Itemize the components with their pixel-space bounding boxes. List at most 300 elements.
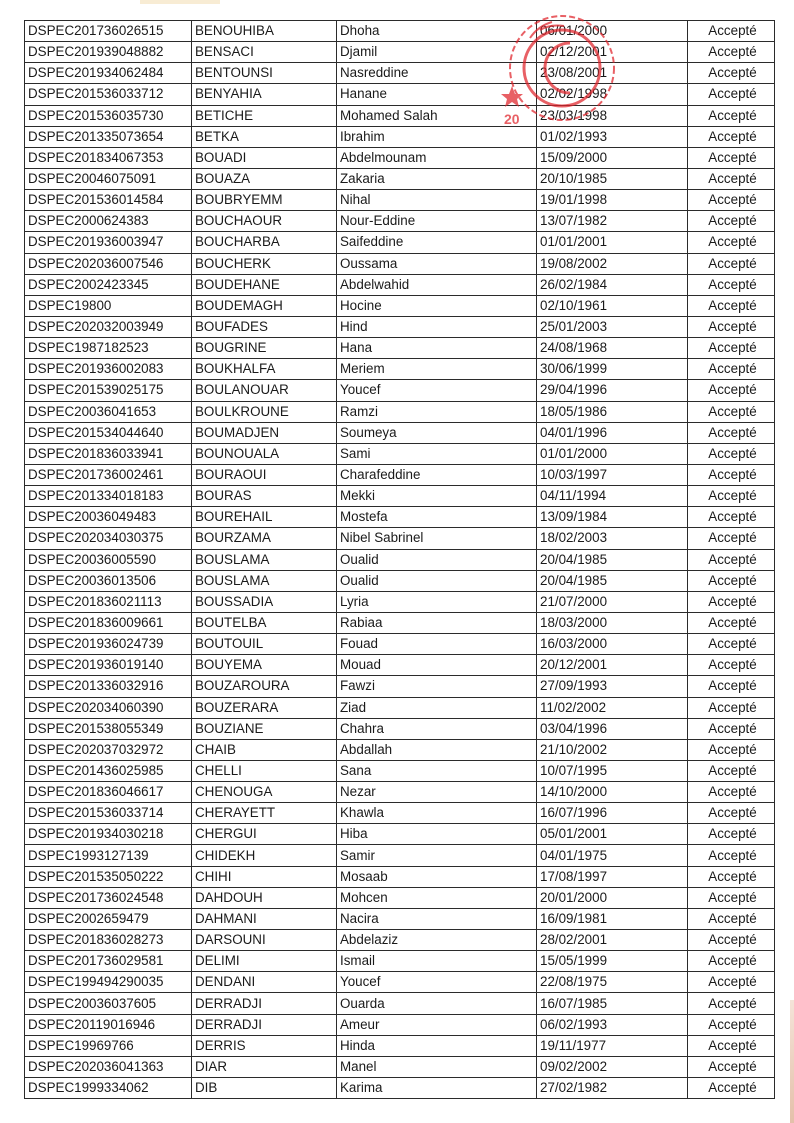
first-name-cell: Lyria [337, 591, 537, 612]
status-cell: Accepté [688, 295, 775, 316]
first-name-cell: Ameur [337, 1014, 537, 1035]
last-name-cell: CHIDEKH [192, 845, 337, 866]
candidate-id-cell: DSPEC20036037605 [25, 993, 192, 1014]
table-row [25, 803, 775, 824]
candidate-id-cell: DSPEC2002659479 [25, 908, 192, 929]
candidate-id-cell: DSPEC201736024548 [25, 887, 192, 908]
candidate-id-cell: DSPEC202037032972 [25, 739, 192, 760]
birth-date-cell: 27/02/1982 [537, 1078, 688, 1099]
status-cell: Accepté [688, 380, 775, 401]
candidate-id-cell: DSPEC201536033714 [25, 803, 192, 824]
status-cell: Accepté [688, 951, 775, 972]
birth-date-cell: 26/02/1984 [537, 274, 688, 295]
status-cell: Accepté [688, 908, 775, 929]
last-name-cell: BOUCHERK [192, 253, 337, 274]
status-cell: Accepté [688, 570, 775, 591]
candidate-id-cell: DSPEC201934030218 [25, 824, 192, 845]
table-row [25, 274, 775, 295]
table-row [25, 168, 775, 189]
last-name-cell: BOUZAROURA [192, 676, 337, 697]
last-name-cell: CHERAYETT [192, 803, 337, 824]
birth-date-cell: 30/06/1999 [537, 359, 688, 380]
first-name-cell: Mekki [337, 486, 537, 507]
birth-date-cell: 19/11/1977 [537, 1035, 688, 1056]
first-name-cell: Oussama [337, 253, 537, 274]
last-name-cell: DERRADJI [192, 993, 337, 1014]
last-name-cell: CHIHI [192, 866, 337, 887]
birth-date-cell: 06/02/1993 [537, 1014, 688, 1035]
candidate-id-cell: DSPEC199494290035 [25, 972, 192, 993]
birth-date-cell: 27/09/1993 [537, 676, 688, 697]
last-name-cell: DIB [192, 1078, 337, 1099]
table-row [25, 866, 775, 887]
status-cell: Accepté [688, 105, 775, 126]
last-name-cell: BOUADI [192, 147, 337, 168]
status-cell: Accepté [688, 486, 775, 507]
status-cell: Accepté [688, 274, 775, 295]
candidate-id-cell: DSPEC201834067353 [25, 147, 192, 168]
first-name-cell: Djamil [337, 42, 537, 63]
table-row [25, 507, 775, 528]
birth-date-cell: 02/10/1961 [537, 295, 688, 316]
first-name-cell: Nezar [337, 782, 537, 803]
first-name-cell: Hanane [337, 84, 537, 105]
first-name-cell: Abdelaziz [337, 930, 537, 951]
candidate-id-cell: DSPEC201535050222 [25, 866, 192, 887]
table-row [25, 612, 775, 633]
candidate-id-cell: DSPEC201936019140 [25, 655, 192, 676]
first-name-cell: Khawla [337, 803, 537, 824]
candidate-id-cell: DSPEC202034030375 [25, 528, 192, 549]
birth-date-cell: 20/04/1985 [537, 570, 688, 591]
table-row [25, 570, 775, 591]
status-cell: Accepté [688, 845, 775, 866]
candidate-id-cell: DSPEC20036041653 [25, 401, 192, 422]
last-name-cell: BETKA [192, 126, 337, 147]
birth-date-cell: 16/07/1985 [537, 993, 688, 1014]
status-cell: Accepté [688, 887, 775, 908]
candidate-id-cell: DSPEC201536014584 [25, 190, 192, 211]
status-cell: Accepté [688, 930, 775, 951]
first-name-cell: Hiba [337, 824, 537, 845]
table-row [25, 316, 775, 337]
last-name-cell: CHERGUI [192, 824, 337, 845]
table-row [25, 295, 775, 316]
last-name-cell: BOUNOUALA [192, 443, 337, 464]
last-name-cell: BOUDEHANE [192, 274, 337, 295]
first-name-cell: Ramzi [337, 401, 537, 422]
last-name-cell: BOUZIANE [192, 718, 337, 739]
status-cell: Accepté [688, 168, 775, 189]
status-cell: Accepté [688, 211, 775, 232]
birth-date-cell: 14/10/2000 [537, 782, 688, 803]
status-cell: Accepté [688, 528, 775, 549]
status-cell: Accepté [688, 338, 775, 359]
birth-date-cell: 02/12/2001 [537, 42, 688, 63]
birth-date-cell: 16/03/2000 [537, 634, 688, 655]
candidate-id-cell: DSPEC201736002461 [25, 464, 192, 485]
first-name-cell: Charafeddine [337, 464, 537, 485]
table-row [25, 528, 775, 549]
table-row [25, 84, 775, 105]
first-name-cell: Nihal [337, 190, 537, 211]
status-cell: Accepté [688, 591, 775, 612]
status-cell: Accepté [688, 464, 775, 485]
birth-date-cell: 16/07/1996 [537, 803, 688, 824]
candidate-id-cell: DSPEC201936003947 [25, 232, 192, 253]
first-name-cell: Zakaria [337, 168, 537, 189]
status-cell: Accepté [688, 253, 775, 274]
first-name-cell: Youcef [337, 972, 537, 993]
candidate-id-cell: DSPEC20036005590 [25, 549, 192, 570]
status-cell: Accepté [688, 1014, 775, 1035]
birth-date-cell: 28/02/2001 [537, 930, 688, 951]
last-name-cell: BOUKHALFA [192, 359, 337, 380]
birth-date-cell: 19/01/1998 [537, 190, 688, 211]
last-name-cell: BOULKROUNE [192, 401, 337, 422]
last-name-cell: DAHMANI [192, 908, 337, 929]
table-row [25, 42, 775, 63]
candidate-id-cell: DSPEC19969766 [25, 1035, 192, 1056]
table-row [25, 908, 775, 929]
status-cell: Accepté [688, 1056, 775, 1077]
last-name-cell: BOUTELBA [192, 612, 337, 633]
candidate-id-cell: DSPEC202036041363 [25, 1056, 192, 1077]
candidate-id-cell: DSPEC201536033712 [25, 84, 192, 105]
birth-date-cell: 02/02/1998 [537, 84, 688, 105]
last-name-cell: BOUTOUIL [192, 634, 337, 655]
candidate-id-cell: DSPEC201538055349 [25, 718, 192, 739]
table-row [25, 951, 775, 972]
candidate-id-cell: DSPEC201536035730 [25, 105, 192, 126]
table-row [25, 359, 775, 380]
birth-date-cell: 20/12/2001 [537, 655, 688, 676]
last-name-cell: BOUZERARA [192, 697, 337, 718]
table-row [25, 655, 775, 676]
table-row [25, 824, 775, 845]
birth-date-cell: 17/08/1997 [537, 866, 688, 887]
status-cell: Accepté [688, 972, 775, 993]
table-row [25, 1014, 775, 1035]
birth-date-cell: 20/10/1985 [537, 168, 688, 189]
last-name-cell: BENSACI [192, 42, 337, 63]
first-name-cell: Dhoha [337, 21, 537, 42]
first-name-cell: Sami [337, 443, 537, 464]
status-cell: Accepté [688, 676, 775, 697]
first-name-cell: Nasreddine [337, 63, 537, 84]
status-cell: Accepté [688, 697, 775, 718]
candidate-id-cell: DSPEC2002423345 [25, 274, 192, 295]
birth-date-cell: 10/03/1997 [537, 464, 688, 485]
candidates-table-body [25, 21, 775, 1099]
birth-date-cell: 16/09/1981 [537, 908, 688, 929]
status-cell: Accepté [688, 1035, 775, 1056]
birth-date-cell: 15/05/1999 [537, 951, 688, 972]
last-name-cell: BOUDEMAGH [192, 295, 337, 316]
birth-date-cell: 01/02/1993 [537, 126, 688, 147]
last-name-cell: BOUFADES [192, 316, 337, 337]
first-name-cell: Manel [337, 1056, 537, 1077]
first-name-cell: Ouarda [337, 993, 537, 1014]
first-name-cell: Mostefa [337, 507, 537, 528]
first-name-cell: Hinda [337, 1035, 537, 1056]
status-cell: Accepté [688, 612, 775, 633]
candidate-id-cell: DSPEC201436025985 [25, 760, 192, 781]
status-cell: Accepté [688, 63, 775, 84]
status-cell: Accepté [688, 782, 775, 803]
first-name-cell: Abdallah [337, 739, 537, 760]
candidate-id-cell: DSPEC201539025175 [25, 380, 192, 401]
birth-date-cell: 23/08/2001 [537, 63, 688, 84]
candidate-id-cell: DSPEC201334018183 [25, 486, 192, 507]
status-cell: Accepté [688, 42, 775, 63]
first-name-cell: Fawzi [337, 676, 537, 697]
last-name-cell: BENYAHIA [192, 84, 337, 105]
last-name-cell: BOUSLAMA [192, 549, 337, 570]
status-cell: Accepté [688, 739, 775, 760]
first-name-cell: Meriem [337, 359, 537, 380]
last-name-cell: BOURAS [192, 486, 337, 507]
table-row [25, 1078, 775, 1099]
status-cell: Accepté [688, 422, 775, 443]
table-row [25, 930, 775, 951]
status-cell: Accepté [688, 316, 775, 337]
birth-date-cell: 25/01/2003 [537, 316, 688, 337]
birth-date-cell: 18/05/1986 [537, 401, 688, 422]
first-name-cell: Oualid [337, 570, 537, 591]
table-row [25, 253, 775, 274]
table-row [25, 147, 775, 168]
candidate-id-cell: DSPEC20119016946 [25, 1014, 192, 1035]
status-cell: Accepté [688, 443, 775, 464]
status-cell: Accepté [688, 655, 775, 676]
birth-date-cell: 15/09/2000 [537, 147, 688, 168]
last-name-cell: BOUSSADIA [192, 591, 337, 612]
status-cell: Accepté [688, 549, 775, 570]
last-name-cell: BOUCHAOUR [192, 211, 337, 232]
status-cell: Accepté [688, 1078, 775, 1099]
status-cell: Accepté [688, 190, 775, 211]
table-row [25, 401, 775, 422]
last-name-cell: BOUYEMA [192, 655, 337, 676]
status-cell: Accepté [688, 993, 775, 1014]
birth-date-cell: 18/03/2000 [537, 612, 688, 633]
birth-date-cell: 04/01/1975 [537, 845, 688, 866]
candidate-id-cell: DSPEC201335073654 [25, 126, 192, 147]
table-row [25, 105, 775, 126]
first-name-cell: Mosaab [337, 866, 537, 887]
first-name-cell: Karima [337, 1078, 537, 1099]
first-name-cell: Mohamed Salah [337, 105, 537, 126]
birth-date-cell: 21/07/2000 [537, 591, 688, 612]
table-row [25, 1035, 775, 1056]
birth-date-cell: 11/02/2002 [537, 697, 688, 718]
candidate-id-cell: DSPEC201836046617 [25, 782, 192, 803]
candidate-id-cell: DSPEC201936024739 [25, 634, 192, 655]
table-row [25, 972, 775, 993]
last-name-cell: DIAR [192, 1056, 337, 1077]
table-row [25, 887, 775, 908]
table-row [25, 464, 775, 485]
birth-date-cell: 13/07/1982 [537, 211, 688, 232]
last-name-cell: CHELLI [192, 760, 337, 781]
status-cell: Accepté [688, 21, 775, 42]
table-row [25, 486, 775, 507]
last-name-cell: CHAIB [192, 739, 337, 760]
birth-date-cell: 24/08/1968 [537, 338, 688, 359]
candidate-id-cell: DSPEC201836028273 [25, 930, 192, 951]
table-row [25, 21, 775, 42]
first-name-cell: Fouad [337, 634, 537, 655]
candidate-id-cell: DSPEC201939048882 [25, 42, 192, 63]
table-row [25, 126, 775, 147]
first-name-cell: Samir [337, 845, 537, 866]
last-name-cell: BOUCHARBA [192, 232, 337, 253]
candidate-id-cell: DSPEC201836021113 [25, 591, 192, 612]
last-name-cell: BENOUHIBA [192, 21, 337, 42]
first-name-cell: Nour-Eddine [337, 211, 537, 232]
status-cell: Accepté [688, 232, 775, 253]
candidate-id-cell: DSPEC201336032916 [25, 676, 192, 697]
first-name-cell: Abdelwahid [337, 274, 537, 295]
stamp-number: 20 [504, 111, 520, 127]
table-row [25, 739, 775, 760]
first-name-cell: Ibrahim [337, 126, 537, 147]
candidate-id-cell: DSPEC1993127139 [25, 845, 192, 866]
table-row [25, 380, 775, 401]
birth-date-cell: 09/02/2002 [537, 1056, 688, 1077]
last-name-cell: BOUREHAIL [192, 507, 337, 528]
birth-date-cell: 13/09/1984 [537, 507, 688, 528]
status-cell: Accepté [688, 126, 775, 147]
table-row [25, 676, 775, 697]
first-name-cell: Abdelmounam [337, 147, 537, 168]
first-name-cell: Soumeya [337, 422, 537, 443]
first-name-cell: Hocine [337, 295, 537, 316]
birth-date-cell: 06/01/2000 [537, 21, 688, 42]
first-name-cell: Mouad [337, 655, 537, 676]
candidate-id-cell: DSPEC201936002083 [25, 359, 192, 380]
candidate-id-cell: DSPEC202032003949 [25, 316, 192, 337]
birth-date-cell: 01/01/2001 [537, 232, 688, 253]
birth-date-cell: 20/04/1985 [537, 549, 688, 570]
candidate-id-cell: DSPEC201836033941 [25, 443, 192, 464]
birth-date-cell: 23/03/1998 [537, 105, 688, 126]
table-row [25, 634, 775, 655]
last-name-cell: BENTOUNSI [192, 63, 337, 84]
table-row [25, 443, 775, 464]
table-row [25, 845, 775, 866]
last-name-cell: BOUGRINE [192, 338, 337, 359]
birth-date-cell: 10/07/1995 [537, 760, 688, 781]
first-name-cell: Hind [337, 316, 537, 337]
candidate-id-cell: DSPEC19800 [25, 295, 192, 316]
status-cell: Accepté [688, 760, 775, 781]
status-cell: Accepté [688, 507, 775, 528]
scan-edge [790, 1000, 794, 1123]
candidate-id-cell: DSPEC20036049483 [25, 507, 192, 528]
status-cell: Accepté [688, 634, 775, 655]
first-name-cell: Ismail [337, 951, 537, 972]
candidate-id-cell: DSPEC2000624383 [25, 211, 192, 232]
table-row [25, 190, 775, 211]
first-name-cell: Mohcen [337, 887, 537, 908]
last-name-cell: BOURZAMA [192, 528, 337, 549]
birth-date-cell: 29/04/1996 [537, 380, 688, 401]
table-row [25, 782, 775, 803]
birth-date-cell: 04/11/1994 [537, 486, 688, 507]
birth-date-cell: 19/08/2002 [537, 253, 688, 274]
table-row [25, 211, 775, 232]
first-name-cell: Rabiaa [337, 612, 537, 633]
table-row [25, 232, 775, 253]
candidate-id-cell: DSPEC20046075091 [25, 168, 192, 189]
table-row [25, 549, 775, 570]
status-cell: Accepté [688, 824, 775, 845]
last-name-cell: BOURAOUI [192, 464, 337, 485]
last-name-cell: BOUBRYEMM [192, 190, 337, 211]
last-name-cell: DELIMI [192, 951, 337, 972]
table-row [25, 338, 775, 359]
last-name-cell: BOUSLAMA [192, 570, 337, 591]
table-row [25, 718, 775, 739]
first-name-cell: Nacira [337, 908, 537, 929]
birth-date-cell: 22/08/1975 [537, 972, 688, 993]
table-row [25, 591, 775, 612]
candidate-id-cell: DSPEC201836009661 [25, 612, 192, 633]
first-name-cell: Ziad [337, 697, 537, 718]
table-row [25, 993, 775, 1014]
last-name-cell: CHENOUGA [192, 782, 337, 803]
last-name-cell: BOULANOUAR [192, 380, 337, 401]
first-name-cell: Saifeddine [337, 232, 537, 253]
candidate-id-cell: DSPEC20036013506 [25, 570, 192, 591]
status-cell: Accepté [688, 147, 775, 168]
last-name-cell: BOUAZA [192, 168, 337, 189]
status-cell: Accepté [688, 359, 775, 380]
last-name-cell: BETICHE [192, 105, 337, 126]
birth-date-cell: 01/01/2000 [537, 443, 688, 464]
first-name-cell: Hana [337, 338, 537, 359]
first-name-cell: Oualid [337, 549, 537, 570]
first-name-cell: Nibel Sabrinel [337, 528, 537, 549]
first-name-cell: Youcef [337, 380, 537, 401]
status-cell: Accepté [688, 866, 775, 887]
candidate-id-cell: DSPEC1987182523 [25, 338, 192, 359]
birth-date-cell: 05/01/2001 [537, 824, 688, 845]
table-row [25, 697, 775, 718]
birth-date-cell: 03/04/1996 [537, 718, 688, 739]
birth-date-cell: 18/02/2003 [537, 528, 688, 549]
table-row [25, 1056, 775, 1077]
last-name-cell: DAHDOUH [192, 887, 337, 908]
status-cell: Accepté [688, 718, 775, 739]
last-name-cell: DARSOUNI [192, 930, 337, 951]
candidates-table [24, 20, 775, 1099]
candidate-id-cell: DSPEC201934062484 [25, 63, 192, 84]
last-name-cell: DERRADJI [192, 1014, 337, 1035]
first-name-cell: Sana [337, 760, 537, 781]
last-name-cell: DERRIS [192, 1035, 337, 1056]
table-row [25, 760, 775, 781]
birth-date-cell: 04/01/1996 [537, 422, 688, 443]
first-name-cell: Chahra [337, 718, 537, 739]
status-cell: Accepté [688, 803, 775, 824]
last-name-cell: DENDANI [192, 972, 337, 993]
table-row [25, 63, 775, 84]
status-cell: Accepté [688, 84, 775, 105]
table-row [25, 422, 775, 443]
